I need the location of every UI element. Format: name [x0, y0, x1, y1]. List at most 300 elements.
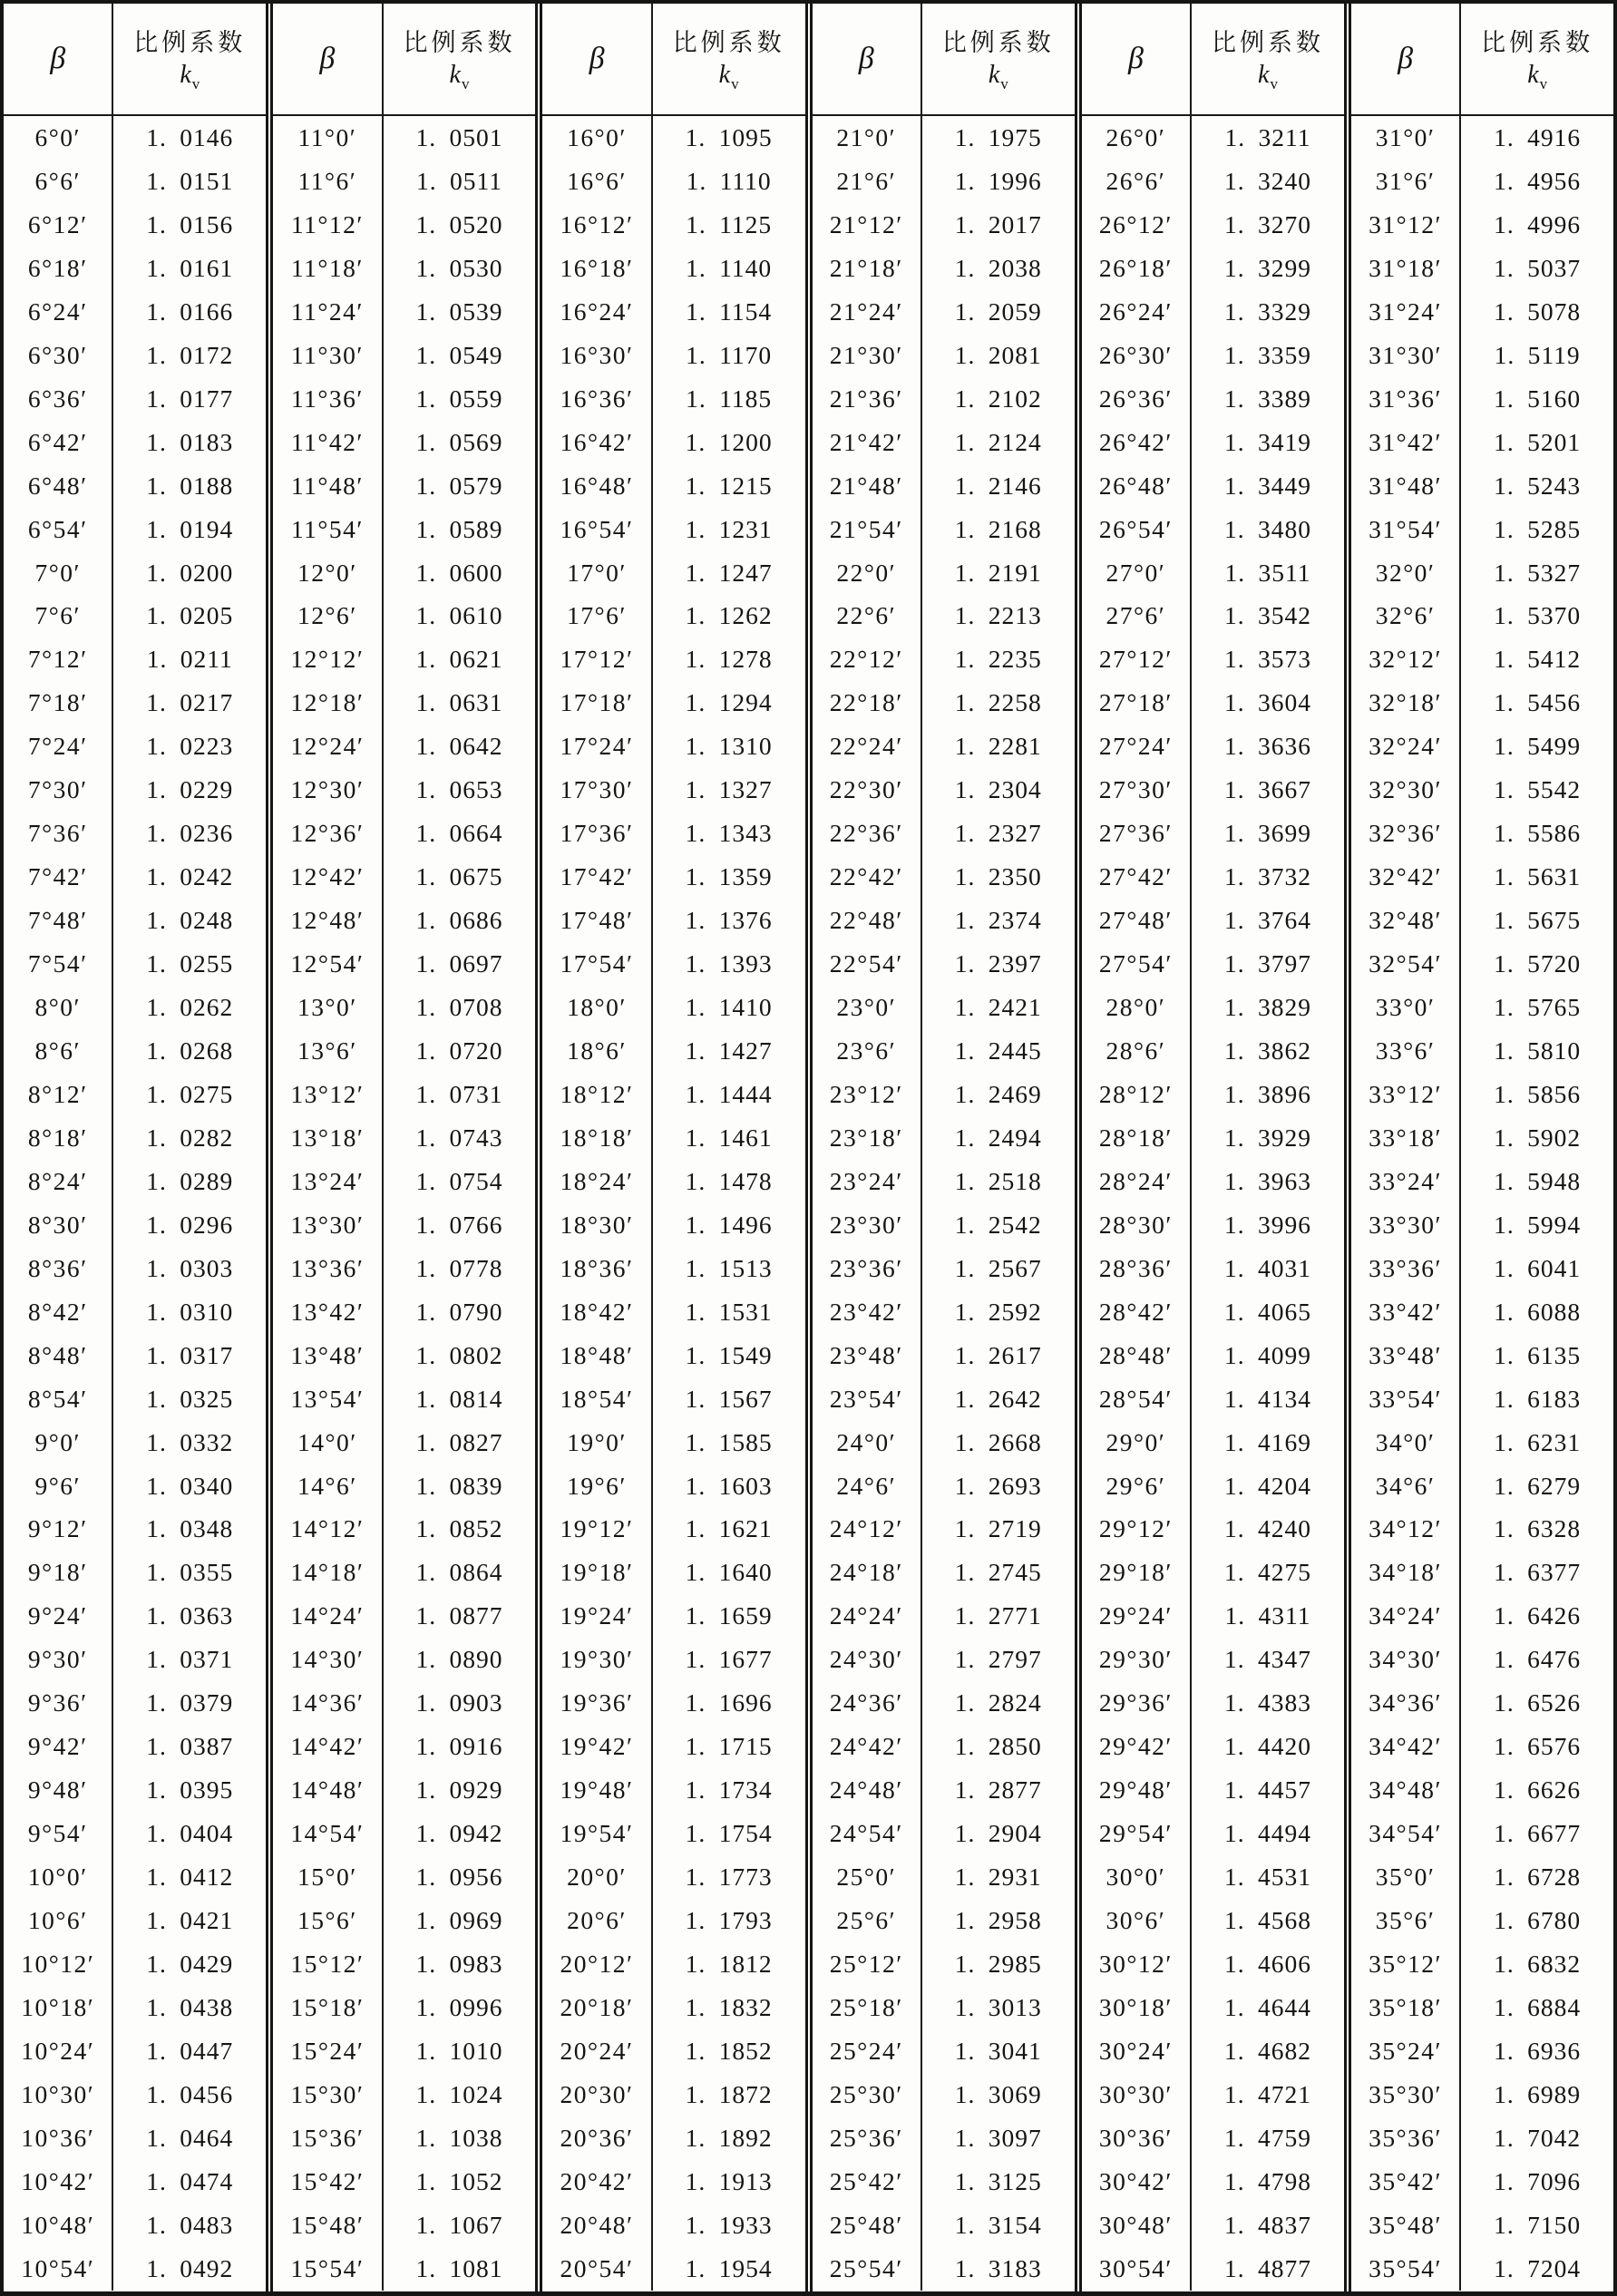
beta-value: 6°6′	[34, 166, 81, 195]
kv-value: 1. 1247	[685, 558, 773, 587]
kv-cell	[922, 1594, 1075, 1638]
beta-cell	[542, 1377, 652, 1421]
kv-cell	[1461, 1508, 1613, 1552]
beta-cell	[542, 334, 652, 377]
beta-value: 26°0′	[1106, 122, 1166, 151]
kv-value: 1. 1410	[685, 993, 773, 1022]
beta-value: 26°12′	[1098, 209, 1173, 238]
beta-cell	[273, 986, 383, 1029]
beta-cell	[1351, 1029, 1461, 1073]
kv-value: 1. 1603	[685, 1471, 773, 1500]
coefficient-label: 比例系数	[403, 29, 516, 57]
beta-value: 33°36′	[1369, 1253, 1443, 1282]
beta-value: 6°30′	[27, 340, 88, 369]
beta-value: 19°24′	[560, 1601, 634, 1630]
beta-cell	[542, 1681, 652, 1725]
beta-value: 12°36′	[290, 819, 365, 848]
kv-cell	[653, 377, 805, 421]
beta-value: 9°48′	[27, 1776, 88, 1805]
beta-cell	[4, 1160, 113, 1203]
kv-value: 1. 4031	[1223, 1253, 1311, 1282]
kv-cell	[922, 1029, 1075, 1073]
kv-value: 1. 1140	[686, 253, 773, 282]
beta-value: 24°12′	[829, 1514, 903, 1543]
beta-value: 16°24′	[560, 297, 634, 326]
beta-value: 28°48′	[1098, 1340, 1173, 1369]
kv-cell	[384, 247, 536, 290]
beta-cell	[813, 1768, 922, 1812]
kv-value: 1. 0664	[415, 819, 503, 848]
beta-value: 11°54′	[290, 514, 364, 543]
kv-value: 1. 0539	[415, 297, 503, 326]
kv-cell	[653, 1725, 805, 1768]
kv-value: 1. 0282	[146, 1123, 234, 1152]
kv-value: 1. 0790	[415, 1297, 503, 1326]
kv-cell	[1192, 1942, 1344, 1986]
kv-cell	[1192, 508, 1344, 551]
beta-cell	[1082, 1073, 1192, 1116]
beta-cell	[542, 2204, 652, 2247]
beta-cell	[4, 1942, 113, 1986]
beta-value: 6°18′	[27, 253, 88, 282]
beta-cell	[813, 160, 922, 203]
beta-value: 18°36′	[560, 1253, 634, 1282]
kv-cell	[922, 290, 1075, 334]
kv-value: 1. 0363	[146, 1601, 234, 1630]
kv-cell	[1461, 116, 1613, 160]
beta-value: 17°42′	[560, 862, 634, 891]
beta-cell	[1351, 1116, 1461, 1160]
beta-cell	[4, 2116, 113, 2160]
kv-cell	[1192, 1768, 1344, 1812]
beta-cell	[1351, 855, 1461, 899]
kv-cell	[1192, 855, 1344, 899]
beta-value: 7°18′	[27, 688, 88, 717]
beta-cell	[4, 1116, 113, 1160]
kv-cell	[922, 1551, 1075, 1594]
kv-cell	[384, 203, 536, 247]
kv-cell	[113, 986, 266, 1029]
kv-value: 1. 2081	[954, 340, 1042, 369]
beta-value: 17°36′	[560, 819, 634, 848]
beta-cell	[542, 290, 652, 334]
kv-value: 1. 0172	[146, 340, 234, 369]
kv-value: 1. 4099	[1223, 1340, 1311, 1369]
beta-value: 27°18′	[1098, 688, 1173, 717]
kv-value: 1. 2017	[954, 209, 1042, 238]
kv-value: 1. 2904	[954, 1819, 1042, 1848]
beta-value: 16°6′	[567, 166, 627, 195]
beta-value: 29°18′	[1098, 1558, 1173, 1587]
beta-cell	[273, 899, 383, 942]
kv-value: 1. 0296	[146, 1210, 234, 1239]
kv-cell	[113, 247, 266, 290]
kv-cell	[1461, 855, 1613, 899]
beta-value: 7°30′	[27, 775, 88, 804]
kv-value: 1. 6088	[1494, 1297, 1582, 1326]
kv-cell	[384, 1942, 536, 1986]
kv-value: 1. 0474	[146, 2166, 234, 2195]
kv-cell	[1192, 986, 1344, 1029]
kv-value: 1. 3862	[1223, 1036, 1311, 1065]
beta-cell	[1351, 551, 1461, 595]
kv-cell	[113, 1899, 266, 1942]
kv-value: 1. 3732	[1223, 862, 1311, 891]
coef-sub-v: v	[461, 74, 470, 92]
kv-cell	[1461, 1986, 1613, 2029]
kv-value: 1. 0194	[146, 514, 234, 543]
kv-value: 1. 0421	[146, 1906, 234, 1935]
kv-value: 1. 5902	[1494, 1123, 1582, 1152]
beta-cell	[1351, 1594, 1461, 1638]
kv-value: 1. 1310	[685, 732, 773, 761]
beta-cell	[1082, 1725, 1192, 1768]
beta-value: 29°6′	[1106, 1471, 1166, 1500]
kv-cell	[113, 377, 266, 421]
beta-value: 19°18′	[560, 1558, 634, 1587]
kv-value: 1. 0814	[415, 1384, 503, 1413]
kv-cell	[113, 1203, 266, 1247]
beta-cell	[813, 2204, 922, 2247]
beta-cell	[1082, 1942, 1192, 1986]
kv-cell	[922, 551, 1075, 595]
beta-cell	[1082, 812, 1192, 855]
kv-value: 1. 6476	[1494, 1645, 1582, 1674]
beta-header: β	[4, 4, 113, 116]
beta-value: 27°42′	[1098, 862, 1173, 891]
kv-cell	[1461, 377, 1613, 421]
beta-value: 11°48′	[290, 471, 364, 500]
beta-cell	[542, 116, 652, 160]
beta-value: 18°54′	[560, 1384, 634, 1413]
kv-value: 1. 1715	[685, 1732, 773, 1761]
kv-cell	[384, 1464, 536, 1508]
kv-cell	[1461, 247, 1613, 290]
beta-value: 21°36′	[829, 384, 903, 413]
kv-value: 1. 0610	[415, 601, 503, 630]
kv-value: 1. 0621	[415, 645, 503, 674]
kv-value: 1. 0864	[415, 1558, 503, 1587]
kv-value: 1. 3636	[1223, 732, 1311, 761]
kv-value: 1. 4347	[1223, 1645, 1311, 1674]
beta-cell	[4, 1247, 113, 1290]
beta-cell	[813, 1073, 922, 1116]
beta-cell	[1351, 1899, 1461, 1942]
beta-cell	[1082, 986, 1192, 1029]
kv-cell	[1461, 986, 1613, 1029]
beta-cell	[1351, 681, 1461, 725]
beta-value: 11°42′	[290, 427, 364, 456]
kv-cell	[1192, 768, 1344, 812]
kv-cell	[1192, 551, 1344, 595]
beta-value: 32°12′	[1369, 645, 1443, 674]
kv-value: 1. 0852	[415, 1514, 503, 1543]
kv-cell	[1192, 1725, 1344, 1768]
beta-value: 16°30′	[560, 340, 634, 369]
beta-cell	[273, 1116, 383, 1160]
beta-value: 12°30′	[290, 775, 365, 804]
kv-value: 1. 2771	[954, 1601, 1042, 1630]
beta-value: 7°36′	[27, 819, 88, 848]
kv-value: 1. 3125	[954, 2166, 1042, 2195]
kv-value: 1. 0731	[415, 1079, 503, 1108]
beta-cell	[1351, 1508, 1461, 1552]
kv-cell	[113, 1812, 266, 1855]
kv-cell	[653, 1594, 805, 1638]
beta-value: 11°36′	[290, 384, 364, 413]
kv-value: 1. 0511	[415, 166, 502, 195]
beta-value: 33°18′	[1369, 1123, 1443, 1152]
kv-value: 1. 6377	[1494, 1558, 1582, 1587]
beta-cell	[813, 637, 922, 681]
kv-cell	[113, 1681, 266, 1725]
kv-value: 1. 0268	[146, 1036, 234, 1065]
beta-cell	[813, 1594, 922, 1638]
kv-cell	[1192, 1334, 1344, 1377]
beta-value: 17°54′	[560, 949, 634, 978]
beta-cell	[4, 1334, 113, 1377]
kv-cell	[1461, 1812, 1613, 1855]
beta-value: 6°54′	[27, 514, 88, 543]
kv-cell	[922, 2160, 1075, 2204]
kv-value: 1. 2258	[954, 688, 1042, 717]
kv-value: 1. 2124	[954, 427, 1042, 456]
beta-header: β	[1351, 4, 1461, 116]
kv-cell	[113, 942, 266, 986]
beta-cell	[273, 1334, 383, 1377]
kv-cell	[653, 1160, 805, 1203]
kv-value: 1. 4996	[1494, 209, 1582, 238]
kv-value: 1. 3299	[1223, 253, 1311, 282]
beta-cell	[1351, 116, 1461, 160]
beta-value: 19°30′	[560, 1645, 634, 1674]
beta-value: 10°0′	[27, 1863, 88, 1892]
beta-cell	[273, 1464, 383, 1508]
kv-value: 1. 5586	[1494, 819, 1582, 848]
beta-cell	[1351, 1986, 1461, 2029]
kv-cell	[384, 160, 536, 203]
beta-value: 23°18′	[829, 1123, 903, 1152]
kv-value: 1. 3419	[1223, 427, 1311, 456]
kv-cell	[922, 1899, 1075, 1942]
beta-value: 22°6′	[836, 601, 897, 630]
kv-cell	[1461, 1594, 1613, 1638]
kv-value: 1. 2146	[954, 471, 1042, 500]
kv-value: 1. 4134	[1223, 1384, 1311, 1413]
kv-cell	[1192, 899, 1344, 942]
beta-value: 12°6′	[297, 601, 357, 630]
beta-cell	[542, 1551, 652, 1594]
kv-cell	[1461, 1899, 1613, 1942]
kv-value: 1. 2281	[954, 732, 1042, 761]
beta-value: 34°12′	[1369, 1514, 1443, 1543]
kv-cell	[922, 1334, 1075, 1377]
kv-cell	[653, 1681, 805, 1725]
kv-cell	[653, 1247, 805, 1290]
kv-cell	[922, 986, 1075, 1029]
kv-value: 1. 0456	[146, 2079, 234, 2108]
kv-value: 1. 3069	[954, 2079, 1042, 2108]
kv-value: 1. 1996	[954, 166, 1042, 195]
kv-cell	[653, 116, 805, 160]
kv-value: 1. 0262	[146, 993, 234, 1022]
beta-cell	[813, 1638, 922, 1681]
beta-cell	[273, 1203, 383, 1247]
kv-value: 1. 0890	[415, 1645, 503, 1674]
kv-cell	[1192, 464, 1344, 508]
kv-value: 1. 6728	[1494, 1863, 1582, 1892]
beta-cell	[4, 1290, 113, 1334]
beta-value: 21°0′	[836, 122, 897, 151]
kv-cell	[922, 1377, 1075, 1421]
beta-value: 15°48′	[290, 2210, 365, 2239]
beta-value: 9°30′	[27, 1645, 88, 1674]
beta-cell	[813, 1725, 922, 1768]
beta-value: 32°48′	[1369, 906, 1443, 935]
kv-cell	[653, 421, 805, 464]
beta-cell	[1351, 1768, 1461, 1812]
beta-cell	[273, 334, 383, 377]
beta-cell	[813, 768, 922, 812]
kv-value: 1. 3996	[1223, 1210, 1311, 1239]
beta-value: 29°48′	[1098, 1776, 1173, 1805]
kv-value: 1. 0549	[415, 340, 503, 369]
kv-value: 1. 3270	[1223, 209, 1311, 238]
kv-value: 1. 1067	[415, 2210, 503, 2239]
beta-cell	[273, 2160, 383, 2204]
beta-cell	[1351, 2160, 1461, 2204]
beta-value: 34°48′	[1369, 1776, 1443, 1805]
kv-cell	[113, 203, 266, 247]
kv-value: 1. 3829	[1223, 993, 1311, 1022]
kv-cell	[1461, 1942, 1613, 1986]
beta-value: 23°48′	[829, 1340, 903, 1369]
kv-cell	[1192, 1116, 1344, 1160]
beta-cell	[1351, 594, 1461, 637]
kv-value: 1. 5542	[1494, 775, 1582, 804]
kv-cell	[1192, 2073, 1344, 2116]
beta-value: 23°6′	[836, 1036, 897, 1065]
kv-value: 1. 2235	[954, 645, 1042, 674]
beta-value: 23°0′	[836, 993, 897, 1022]
kv-value: 1. 2931	[954, 1863, 1042, 1892]
kv-cell	[113, 1855, 266, 1899]
beta-value: 18°42′	[560, 1297, 634, 1326]
kv-value: 1. 0355	[146, 1558, 234, 1587]
kv-value: 1. 2168	[954, 514, 1042, 543]
kv-value: 1. 1343	[685, 819, 773, 848]
beta-cell	[1082, 247, 1192, 290]
kv-cell	[1192, 2160, 1344, 2204]
kv-cell	[922, 1855, 1075, 1899]
kv-value: 1. 0492	[146, 2253, 234, 2282]
kv-value: 1. 4494	[1223, 1819, 1311, 1848]
beta-cell	[1351, 1942, 1461, 1986]
kv-cell	[922, 1681, 1075, 1725]
beta-value: 23°30′	[829, 1210, 903, 1239]
beta-cell	[1082, 1855, 1192, 1899]
kv-cell	[1192, 2116, 1344, 2160]
beta-value: 30°30′	[1098, 2079, 1173, 2108]
kv-cell	[113, 508, 266, 551]
beta-cell	[542, 1942, 652, 1986]
beta-value: 35°30′	[1369, 2079, 1443, 2108]
beta-value: 22°0′	[836, 558, 897, 587]
coef-k: k	[180, 60, 191, 89]
beta-value: 8°54′	[27, 1384, 88, 1413]
kv-value: 1. 0412	[146, 1863, 234, 1892]
beta-cell	[273, 1029, 383, 1073]
beta-cell	[273, 290, 383, 334]
kv-cell	[653, 1551, 805, 1594]
beta-cell	[273, 551, 383, 595]
beta-value: 27°6′	[1106, 601, 1166, 630]
beta-value: 20°54′	[560, 2253, 634, 2282]
kv-cell	[113, 1073, 266, 1116]
beta-value: 35°42′	[1369, 2166, 1443, 2195]
kv-value: 1. 2850	[954, 1732, 1042, 1761]
beta-value: 25°48′	[829, 2210, 903, 2239]
kv-value: 1. 2350	[954, 862, 1042, 891]
kv-cell	[1461, 421, 1613, 464]
beta-value: 15°0′	[297, 1863, 357, 1892]
beta-cell	[1082, 637, 1192, 681]
kv-cell	[922, 247, 1075, 290]
kv-cell	[113, 1029, 266, 1073]
beta-value: 11°12′	[290, 209, 364, 238]
kv-value: 1. 5765	[1494, 993, 1582, 1022]
kv-cell	[922, 1768, 1075, 1812]
beta-cell	[542, 247, 652, 290]
kv-value: 1. 7096	[1494, 2166, 1582, 2195]
kv-cell	[1461, 508, 1613, 551]
kv-cell	[922, 1290, 1075, 1334]
beta-cell	[1082, 1421, 1192, 1464]
kv-value: 1. 0217	[146, 688, 234, 717]
beta-value: 7°42′	[27, 862, 88, 891]
beta-cell	[4, 681, 113, 725]
beta-value: 21°42′	[829, 427, 903, 456]
kv-cell	[1461, 551, 1613, 595]
kv-cell	[922, 855, 1075, 899]
kv-cell	[384, 290, 536, 334]
kv-cell	[113, 2204, 266, 2247]
kv-value: 1. 0483	[146, 2210, 234, 2239]
beta-cell	[1351, 768, 1461, 812]
beta-value: 10°18′	[21, 1992, 95, 2021]
beta-value: 10°36′	[21, 2123, 95, 2152]
beta-value: 20°6′	[567, 1906, 627, 1935]
kv-cell	[113, 1464, 266, 1508]
beta-cell	[1082, 1247, 1192, 1290]
kv-cell	[922, 594, 1075, 637]
coef-sub-v: v	[191, 74, 200, 92]
beta-cell	[4, 1551, 113, 1594]
beta-value: 28°6′	[1106, 1036, 1166, 1065]
kv-cell	[922, 1073, 1075, 1116]
beta-value: 25°6′	[836, 1906, 897, 1935]
beta-value: 10°24′	[21, 2036, 95, 2065]
beta-cell	[4, 812, 113, 855]
beta-value: 19°36′	[560, 1688, 634, 1717]
kv-value: 1. 5994	[1494, 1210, 1582, 1239]
kv-value: 1. 0559	[415, 384, 503, 413]
kv-cell	[653, 2073, 805, 2116]
beta-cell	[273, 421, 383, 464]
kv-value: 1. 0229	[146, 775, 234, 804]
kv-cell	[653, 203, 805, 247]
beta-value: 27°48′	[1098, 906, 1173, 935]
